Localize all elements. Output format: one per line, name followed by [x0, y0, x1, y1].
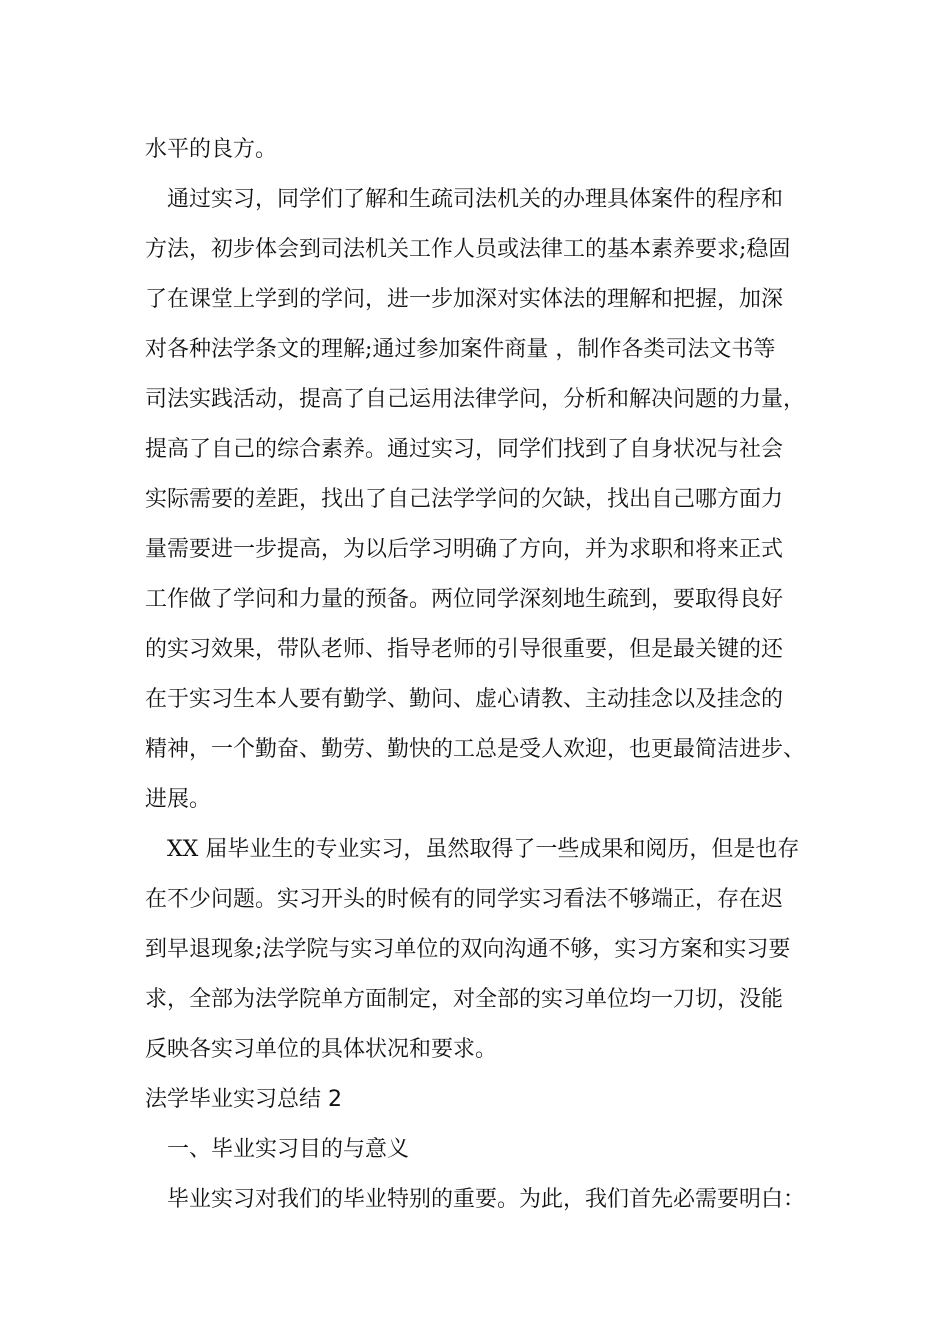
- paragraph-line: 司法实践活动，提高了自己运用法律学问，分析和解决问题的力量，: [145, 387, 806, 412]
- paragraph-line: 水平的良方。: [145, 137, 278, 162]
- paragraph-line: 提高了自己的综合素养。通过实习，同学们找到了自身状况与社会: [145, 437, 784, 462]
- paragraph-line: 对各种法学条文的理解;通过参加案件商量 ，制作各类司法文书等: [145, 337, 776, 362]
- paragraph-line: 量需要进一步提高，为以后学习明确了方向，并为求职和将来正式: [145, 537, 784, 562]
- paragraph-line: 反映各实习单位的具体状况和要求。: [145, 1037, 498, 1062]
- paragraph-line: 方法，初步体会到司法机关工作人员或法律工的基本素养要求;稳固: [145, 237, 791, 262]
- paragraph-line: 精神，一个勤奋、勤劳、勤快的工总是受人欢迎，也更最简洁进步、: [145, 737, 806, 762]
- paragraph-line: 的实习效果，带队老师、指导老师的引导很重要，但是最关键的还: [145, 637, 784, 662]
- subsection-title: 一、毕业实习目的与意义: [167, 1137, 410, 1162]
- paragraph-line: 到早退现象;法学院与实习单位的双向沟通不够，实习方案和实习要: [145, 937, 791, 962]
- paragraph-line: 了在课堂上学到的学问，进一步加深对实体法的理解和把握，加深: [145, 287, 784, 312]
- paragraph-line: 进展。: [145, 787, 212, 812]
- paragraph-line: 在于实习生本人要有勤学、勤问、虚心请教、主动挂念以及挂念的: [145, 687, 784, 712]
- paragraph-line: 毕业实习对我们的毕业特别的重要。为此，我们首先必需要明白：: [167, 1187, 806, 1212]
- paragraph-line: 在不少问题。实习开头的时候有的同学实习看法不够端正，存在迟: [145, 887, 784, 912]
- paragraph-line: 通过实习，同学们了解和生疏司法机关的办理具体案件的程序和: [167, 187, 784, 212]
- paragraph-line: 工作做了学问和力量的预备。两位同学深刻地生疏到，要取得良好: [145, 587, 784, 612]
- paragraph-line: 求，全部为法学院单方面制定，对全部的实习单位均一刀切，没能: [145, 987, 784, 1012]
- paragraph-line: XX 届毕业生的专业实习，虽然取得了一些成果和阅历，但是也存: [167, 837, 800, 862]
- paragraph-line: 实际需要的差距，找出了自己法学学问的欠缺，找出自己哪方面力: [145, 487, 784, 512]
- document-body: [145, 125, 825, 1225]
- section-title: 法学毕业实习总结 2: [145, 1087, 342, 1112]
